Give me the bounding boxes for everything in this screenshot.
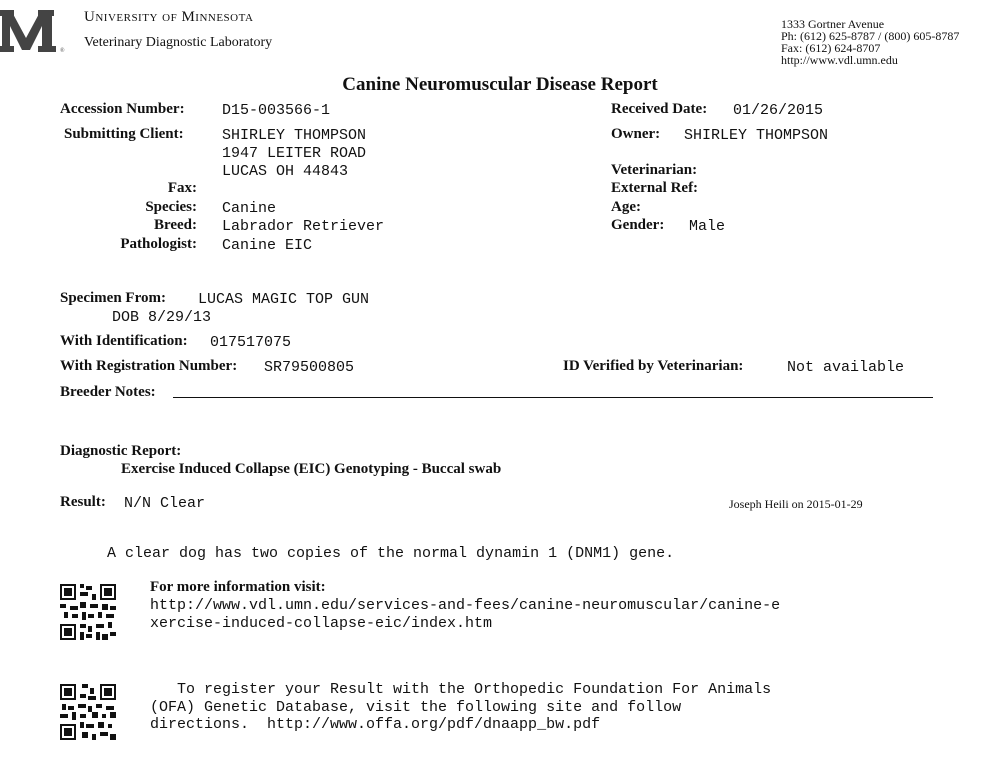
address-fax: Fax: (612) 624-8707	[781, 41, 881, 55]
identification-label: With Identification:	[60, 333, 188, 349]
lab-name: Veterinary Diagnostic Laboratory	[84, 35, 273, 50]
specimen-dob: DOB 8/29/13	[112, 309, 212, 326]
lab-address	[781, 18, 959, 66]
registration-label: With Registration Number:	[60, 358, 238, 374]
pathologist-label: Pathologist:	[120, 236, 197, 252]
university-name: University of Minnesota	[84, 9, 254, 25]
more-info-label: For more information visit:	[150, 579, 326, 595]
received-date-label: Received Date:	[611, 101, 708, 117]
more-info-url-line-1[interactable]: http://www.vdl.umn.edu/services-and-fees/canine-neuromuscular/canine-e	[150, 597, 781, 614]
accession-value: D15-003566-1	[222, 102, 331, 119]
diagnostic-report-label: Diagnostic Report:	[60, 443, 182, 459]
gender-value: Male	[689, 218, 726, 235]
ofa-line-3[interactable]: directions. http://www.offa.org/pdf/dnaapp_bw.pdf	[150, 716, 601, 733]
result-value: N/N Clear	[124, 495, 206, 512]
age-label: Age:	[611, 199, 641, 215]
qr-code-icon	[60, 684, 116, 740]
ofa-line-2: (OFA) Genetic Database, visit the following site and follow	[150, 699, 682, 716]
client-name: SHIRLEY THOMPSON	[222, 127, 367, 144]
client-city: LUCAS OH 44843	[222, 163, 349, 180]
owner-label: Owner:	[611, 126, 661, 142]
external-ref-label: External Ref:	[611, 180, 699, 196]
veterinarian-label: Veterinarian:	[611, 162, 698, 178]
pathologist-value: Canine EIC	[222, 237, 313, 254]
breeder-notes-line	[173, 397, 933, 398]
qr-code-icon	[60, 584, 116, 640]
registration-value: SR79500805	[264, 359, 355, 376]
specimen-from-value: LUCAS MAGIC TOP GUN	[198, 291, 370, 308]
breeder-notes-label: Breeder Notes:	[60, 384, 156, 400]
ofa-line-1: To register your Result with the Orthopedic Foundation For Animals	[150, 681, 772, 698]
svg-text:®: ®	[60, 48, 65, 52]
result-signature: Joseph Heili on 2015-01-29	[729, 497, 863, 511]
diagnostic-test-name: Exercise Induced Collapse (EIC) Genotyping - Buccal swab	[121, 461, 502, 477]
id-verified-label: ID Verified by Veterinarian:	[563, 358, 744, 374]
address-street: 1333 Gortner Avenue	[781, 17, 885, 31]
id-verified-value: Not available	[787, 359, 905, 376]
species-value: Canine	[222, 200, 277, 217]
breed-label: Breed:	[153, 217, 197, 233]
address-phone: Ph: (612) 625-8787 / (800) 605-8787	[781, 29, 960, 43]
identification-value: 017517075	[210, 334, 292, 351]
report-title: Canine Neuromuscular Disease Report	[342, 74, 658, 95]
university-m-logo	[0, 8, 72, 52]
breed-value: Labrador Retriever	[222, 218, 385, 235]
owner-value: SHIRLEY THOMPSON	[684, 127, 829, 144]
specimen-from-label: Specimen From:	[60, 290, 166, 306]
species-label: Species:	[145, 199, 197, 215]
fax-label: Fax:	[167, 180, 197, 196]
client-label: Submitting Client:	[64, 126, 184, 142]
received-date-value: 01/26/2015	[733, 102, 824, 119]
client-street: 1947 LEITER ROAD	[222, 145, 367, 162]
result-interpretation: A clear dog has two copies of the normal dynamin 1 (DNM1) gene.	[107, 545, 675, 562]
accession-label: Accession Number:	[60, 101, 185, 117]
address-url[interactable]: http://www.vdl.umn.edu	[781, 53, 898, 67]
result-label: Result:	[60, 494, 106, 510]
gender-label: Gender:	[611, 217, 665, 233]
more-info-url-line-2[interactable]: xercise-induced-collapse-eic/index.htm	[150, 615, 493, 632]
